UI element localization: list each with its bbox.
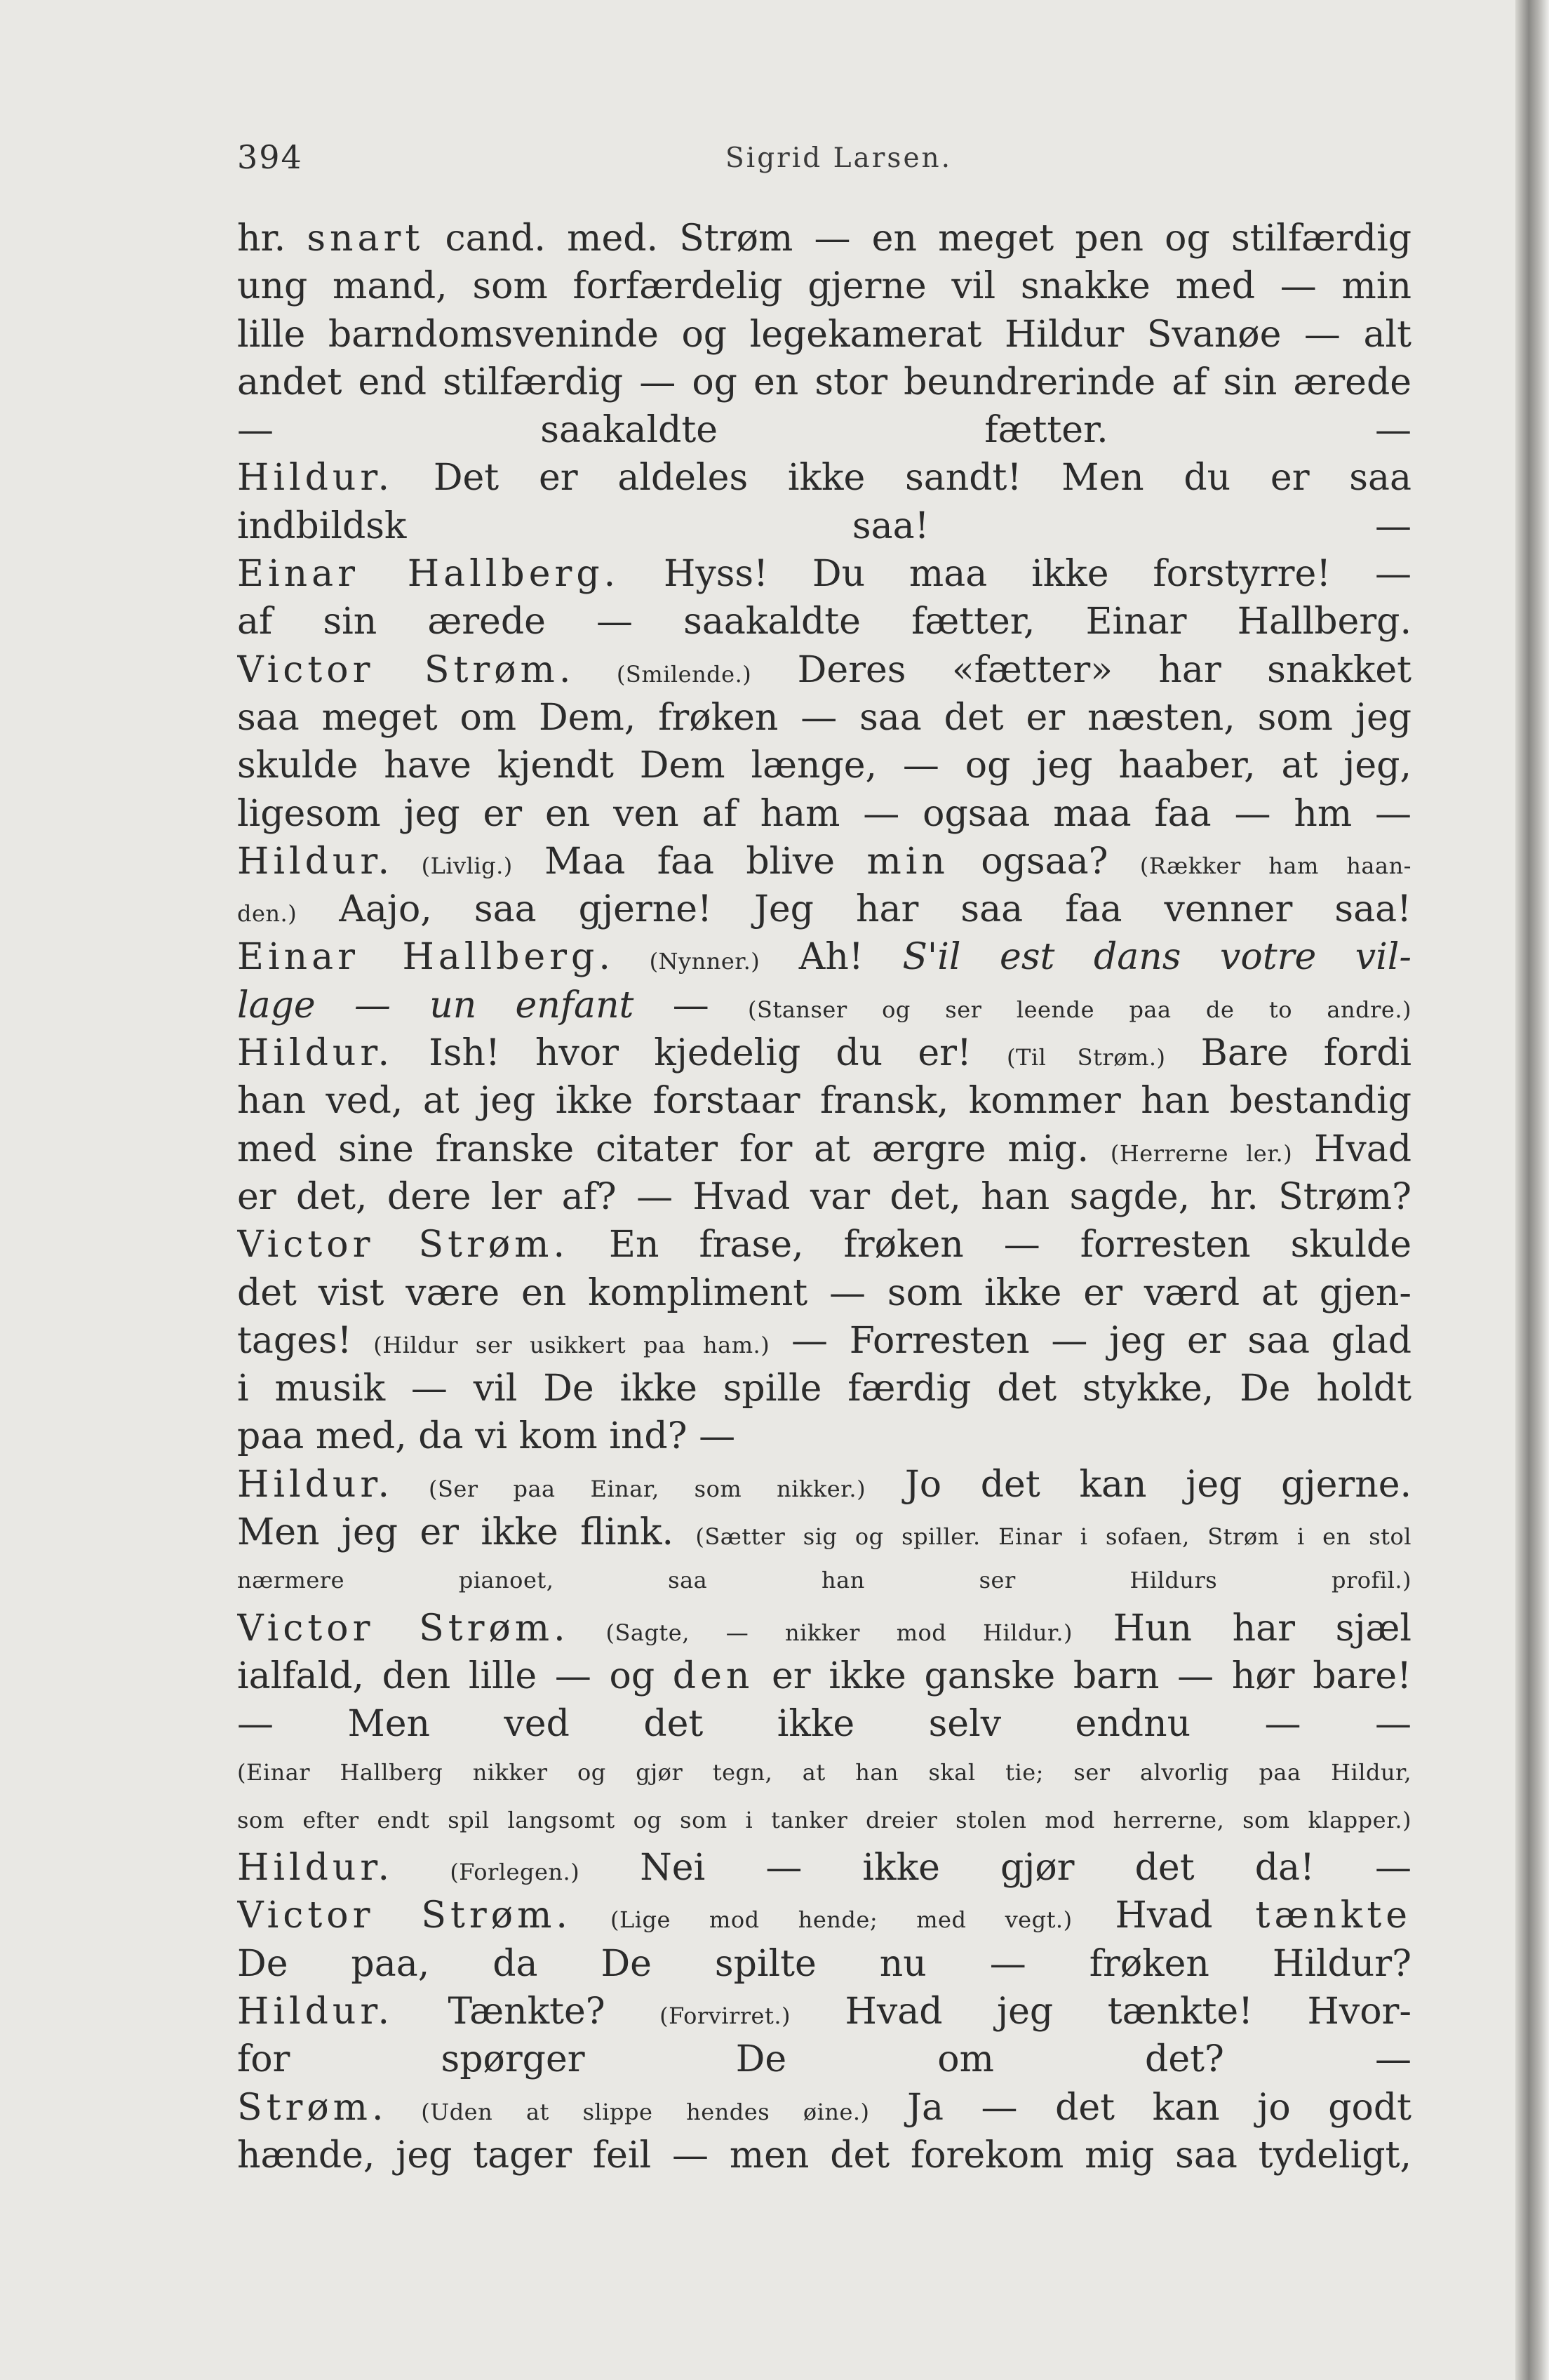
dialogue-text: Nei — ikke gjør det da! —: [579, 1847, 1411, 1890]
text-line: [237, 1749, 1411, 1796]
stage-direction: (Stanser og ser leende paa de to andre.): [748, 996, 1411, 1023]
dialogue-text: ung mand, som forfærdelig gjerne vil snakke med — min: [237, 265, 1411, 308]
dialogue-text: — saakaldte fætter. —: [237, 409, 1411, 452]
dialogue-text: paa med, da vi kom ind? —: [237, 1415, 736, 1458]
text-line: [237, 982, 1411, 1029]
dialogue-text: indbildsk saa! —: [237, 504, 1411, 547]
dialogue-text: Ja — det kan jo godt: [869, 2086, 1411, 2129]
text-line: [237, 1556, 1411, 1604]
dialogue-text: ligesom jeg er en ven af ham — ogsaa maa faa — hm —: [237, 792, 1411, 835]
speaker-name: Hildur.: [237, 457, 394, 500]
dialogue-text: ialfald, den lille — og: [237, 1654, 673, 1697]
dialogue-text: Aajo, saa gjerne! Jeg har saa faa venner saa!: [297, 888, 1411, 931]
speaker-name: min: [866, 840, 949, 883]
dialogue-text: hænde, jeg tager feil — men det forekom mig saa tydeligt,: [237, 2134, 1411, 2177]
dialogue-text: det vist være en kompliment — som ikke er værd at gjen-: [237, 1271, 1411, 1314]
text-line: [237, 550, 1411, 598]
dialogue-text: Hvad jeg tænkte! Hvor-: [791, 1990, 1411, 2033]
dialogue-text: lage — un enfant: [237, 984, 634, 1027]
text-line: [237, 2035, 1411, 2083]
dialogue-text: Men jeg er ikke flink.: [237, 1511, 696, 1554]
stage-direction: (Til Strøm.): [1007, 1044, 1166, 1071]
text-line: [237, 885, 1411, 933]
text-line: [237, 1509, 1411, 1556]
speaker-name: Hildur.: [237, 1990, 394, 2033]
stage-direction: (Einar Hallberg nikker og gjør tegn, at han skal tie; ser alvorlig paa Hildur,: [237, 1758, 1411, 1786]
stage-direction: (Forvirret.): [659, 2002, 791, 2029]
dialogue-text: med sine franske citater for at ærgre mig.: [237, 1128, 1111, 1170]
speaker-name: Einar Hallberg.: [237, 936, 615, 979]
text-line: [237, 1892, 1411, 1939]
dialogue-text: — Men ved det ikke selv endnu — —: [237, 1703, 1411, 1746]
stage-direction: (Herrerne ler.): [1110, 1139, 1293, 1167]
dialogue-text: cand. med. Strøm — en meget pen og stilfærdig: [424, 218, 1411, 260]
dialogue-text: lille barndomsveninde og legekamerat Hildur Svanøe — alt: [237, 313, 1411, 356]
dialogue-text: Maa faa blive: [512, 840, 867, 883]
text-line: [237, 598, 1411, 646]
text-line: [237, 646, 1411, 694]
stage-direction: (Forlegen.): [394, 1859, 580, 1886]
stage-direction: (Hildur ser usikkert paa ham.): [373, 1331, 770, 1358]
dialogue-text: Ah!: [760, 936, 903, 979]
dialogue-text: hr.: [237, 218, 307, 260]
text-line: [237, 2084, 1411, 2132]
dialogue-text: i musik — vil De ikke spille færdig det stykke, De holdt: [237, 1368, 1411, 1410]
stage-direction: (Sætter sig og spiller. Einar i sofaen, Strøm i en stol: [695, 1523, 1411, 1551]
dialogue-text: Det er aldeles ikke sandt! Men du er saa: [394, 457, 1411, 500]
speaker-name: Hildur.: [237, 840, 394, 883]
text-line: [237, 311, 1411, 359]
dialogue-text: De paa, da De spilte nu — frøken Hildur?: [237, 1942, 1411, 1985]
dialogue-text: Bare fordi: [1165, 1032, 1411, 1075]
speaker-name: Hildur.: [237, 1463, 394, 1506]
stage-direction: (Lige mod hende; med vegt.): [571, 1906, 1073, 1934]
stage-direction: den.): [237, 900, 297, 928]
text-line: [237, 1461, 1411, 1509]
running-title: Sigrid Larsen.: [725, 142, 953, 174]
dialogue-text: er det, dere ler af? — Hvad var det, han sagde, hr. Strøm?: [237, 1175, 1411, 1218]
text-line: [237, 1652, 1411, 1700]
speaker-name: Victor Strøm.: [237, 1894, 572, 1937]
stage-direction: (Livlig.): [394, 852, 513, 879]
speaker-name: Victor Strøm.: [237, 1224, 569, 1266]
speaker-name: Einar Hallberg.: [237, 553, 620, 596]
speaker-name: den: [672, 1654, 754, 1697]
dialogue-text: Hvad: [1072, 1894, 1256, 1937]
dialogue-text: tages!: [237, 1319, 374, 1362]
page-header: [0, 138, 1549, 187]
dialogue-text: Ish! hvor kjedelig du er!: [394, 1032, 1007, 1075]
text-line: [237, 694, 1411, 742]
stage-direction: nærmere pianoet, saa han ser Hildurs profil.): [237, 1567, 1411, 1594]
text-line: [237, 838, 1411, 885]
text-line: [237, 2132, 1411, 2179]
text-line: [237, 1412, 1411, 1460]
text-line: [237, 1317, 1411, 1365]
stage-direction: (Nynner.): [614, 948, 760, 975]
stage-direction: som efter endt spil langsomt og som i tanker dreier stolen mod herrerne, som klapper.): [237, 1806, 1411, 1833]
dialogue-text: — Forresten — jeg er saa glad: [770, 1319, 1411, 1362]
dialogue-text: er ikke ganske barn — hør bare!: [753, 1654, 1411, 1697]
stage-direction: (Smilende.): [575, 660, 752, 688]
text-line: [237, 1125, 1411, 1173]
dialogue-text: Jo det kan jeg gjerne.: [866, 1463, 1411, 1506]
dialogue-text: S'il est dans votre vil-: [902, 936, 1411, 979]
text-line: [237, 1029, 1411, 1077]
dialogue-text: af sin ærede — saakaldte fætter, Einar Hallberg.: [237, 601, 1411, 643]
stage-direction: (Sagte, — nikker mod Hildur.): [569, 1619, 1073, 1646]
speaker-name: Strøm.: [237, 2086, 388, 2129]
text-line: [237, 359, 1411, 406]
text-line: [237, 454, 1411, 502]
text-line: [237, 1796, 1411, 1844]
dialogue-text: andet end stilfærdig — og en stor beundrerinde af sin ærede: [237, 361, 1411, 403]
speaker-name: Hildur.: [237, 1847, 394, 1890]
dialogue-text: saa meget om Dem, frøken — saa det er næsten, som jeg: [237, 696, 1411, 739]
text-line: [237, 790, 1411, 838]
dialogue-text: Hvad: [1292, 1128, 1411, 1170]
text-line: [237, 1940, 1411, 1988]
speaker-name: Victor Strøm.: [237, 648, 575, 691]
speaker-name: snart: [307, 218, 424, 260]
dialogue-text: En frase, frøken — forresten skulde: [568, 1224, 1411, 1266]
dialogue-text: ogsaa?: [948, 840, 1140, 883]
text-line: [237, 1173, 1411, 1221]
text-line: [237, 1365, 1411, 1412]
text-line: [237, 1077, 1411, 1125]
dialogue-text: —: [633, 984, 749, 1027]
stage-direction: (Uden at slippe hendes øine.): [387, 2098, 870, 2125]
text-line: [237, 1844, 1411, 1892]
dialogue-text: Hyss! Du maa ikke forstyrre! —: [619, 553, 1411, 596]
text-line: [237, 215, 1411, 262]
text-line: [237, 406, 1411, 454]
speaker-name: Victor Strøm.: [237, 1607, 570, 1650]
speaker-name: Hildur.: [237, 1032, 394, 1075]
stage-direction: (Ser paa Einar, som nikker.): [394, 1475, 866, 1502]
stage-direction: (Rækker ham haan-: [1139, 852, 1411, 879]
text-line: [237, 1605, 1411, 1652]
text-line: [237, 1269, 1411, 1317]
dialogue-text: Tænkte?: [394, 1990, 660, 2033]
text-line: [237, 1221, 1411, 1269]
text-line: [237, 742, 1411, 789]
speaker-name: tænkte: [1255, 1894, 1411, 1937]
dialogue-text: Deres «fætter» har snakket: [751, 648, 1411, 691]
text-line: [237, 502, 1411, 550]
play-text-block: [237, 215, 1411, 2179]
text-line: [237, 262, 1411, 310]
text-line: [237, 933, 1411, 981]
text-line: [237, 1700, 1411, 1748]
dialogue-text: for spørger De om det? —: [237, 2038, 1411, 2081]
page-number: 394: [237, 138, 303, 176]
dialogue-text: Hun har sjæl: [1073, 1607, 1411, 1650]
scan-edge-shadow: [1515, 0, 1549, 2380]
dialogue-text: han ved, at jeg ikke forstaar fransk, kommer han bestandig: [237, 1080, 1411, 1123]
text-line: [237, 1988, 1411, 2035]
dialogue-text: skulde have kjendt Dem længe, — og jeg haaber, at jeg,: [237, 744, 1411, 787]
